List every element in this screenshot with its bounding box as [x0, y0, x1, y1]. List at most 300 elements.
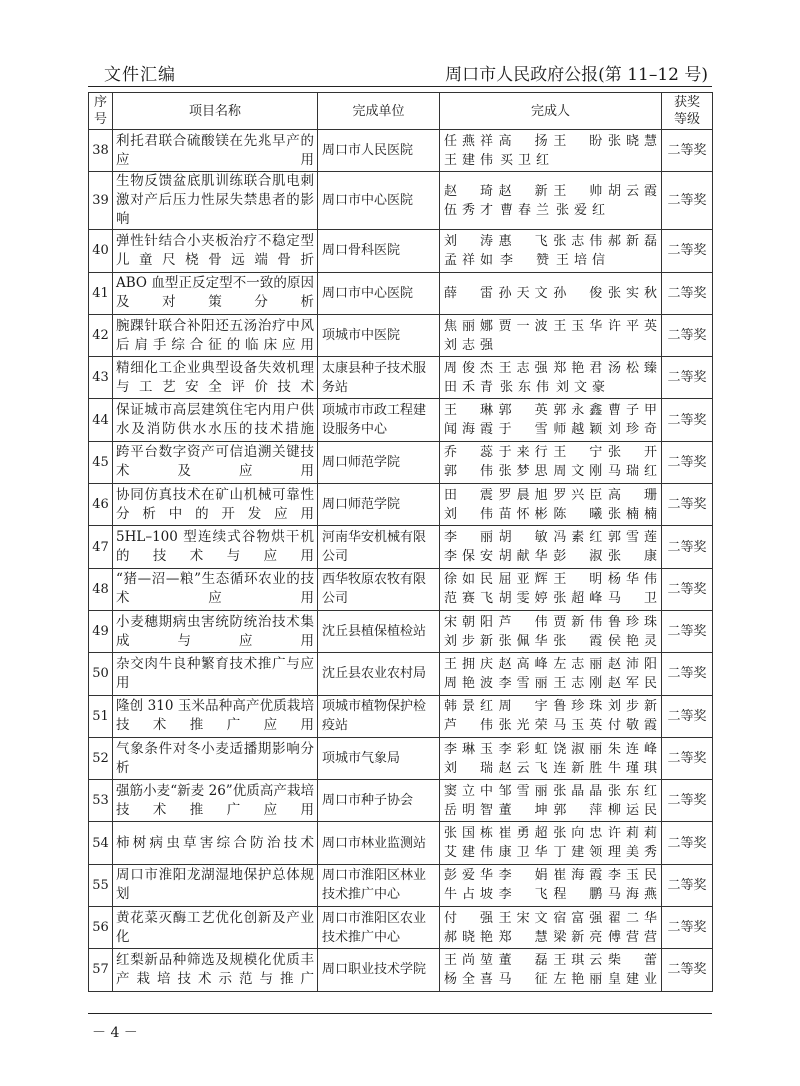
person-name: 刘文豪: [556, 379, 605, 395]
person-name: 张 霞: [553, 633, 603, 649]
person-name: 高 珊: [607, 487, 657, 503]
completion-people: [440, 272, 662, 314]
people-line: [444, 909, 657, 928]
person-name: 曹子甲: [607, 403, 657, 419]
person-name: 王 帅: [553, 183, 603, 199]
table-row: [89, 695, 713, 737]
people-line: [444, 866, 657, 885]
completion-unit: 周口市林业监测站: [318, 822, 440, 864]
person-name: 孙 俊: [553, 285, 603, 301]
person-name: 岳明智: [444, 802, 493, 818]
person-name: 闻海霞: [444, 422, 493, 438]
project-name: 协同仿真技术在矿山机械可靠性分析中的开发应用: [113, 484, 318, 526]
completion-people: [440, 314, 662, 356]
person-name: 芦 伟: [498, 614, 548, 630]
completion-unit: 项城市植物保护检疫站: [318, 695, 440, 737]
table-row: [89, 484, 713, 526]
person-name: 郑艳君: [553, 360, 603, 376]
table-row: [89, 907, 713, 949]
project-name: 保证城市高层建筑住宅内用户供水及消防供水水压的技术措施: [113, 399, 318, 441]
row-number: 39: [89, 172, 113, 230]
person-name: 孟祥如: [444, 252, 493, 268]
person-name: 翟二华: [607, 910, 657, 926]
people-line: [444, 378, 657, 397]
person-name: 苗怀彬: [498, 506, 548, 522]
project-name: 小麦穗期病虫害统防统治技术集成与应用: [113, 610, 318, 652]
person-name: 贾新伟: [553, 614, 603, 630]
project-name: 杂交肉牛良种繁育技术推广与应用: [113, 653, 318, 695]
person-name: 汤松臻: [607, 360, 657, 376]
award-level: 二等奖: [662, 357, 713, 399]
completion-unit: 西华牧原农牧有限公司: [318, 568, 440, 610]
row-number: 52: [89, 737, 113, 779]
person-name: 杨全喜: [444, 971, 493, 987]
person-name: 王培信: [556, 252, 605, 268]
completion-people: [440, 568, 662, 610]
table-row: [89, 130, 713, 172]
person-name: 李琳玉: [444, 741, 493, 757]
table-row: [89, 399, 713, 441]
table-row: [89, 526, 713, 568]
person-name: 张国栋: [444, 826, 493, 842]
person-name: 屈亚辉: [498, 572, 548, 588]
person-name: 赵高峰: [498, 656, 548, 672]
col-header-award: 获奖等级: [662, 93, 713, 130]
person-name: 罗兴臣: [553, 487, 603, 503]
completion-unit: 周口市淮阳区林业技术推广中心: [318, 864, 440, 906]
person-name: 许平英: [607, 318, 657, 334]
person-name: 张东红: [607, 783, 657, 799]
table-row: [89, 172, 713, 230]
person-name: 张佩华: [498, 633, 548, 649]
person-name: 彭爱华: [444, 868, 493, 884]
people-line: [444, 232, 657, 251]
people-line: [444, 462, 657, 481]
person-name: 周文刚: [553, 464, 603, 480]
award-level: 二等奖: [662, 230, 713, 272]
completion-people: [440, 610, 662, 652]
completion-people: [440, 172, 662, 230]
completion-unit: 项城市中医院: [318, 314, 440, 356]
project-name: 强筋小麦“新麦 26”优质高产栽培技术推广应用: [113, 780, 318, 822]
people-line: [444, 359, 657, 378]
table-row: [89, 441, 713, 483]
person-name: 郭雪莲: [607, 530, 657, 546]
completion-people: [440, 822, 662, 864]
completion-unit: 周口职业技术学院: [318, 949, 440, 991]
completion-people: [440, 780, 662, 822]
table-row: [89, 610, 713, 652]
people-line: [444, 697, 657, 716]
person-name: 冯素红: [553, 530, 603, 546]
completion-people: [440, 399, 662, 441]
award-level: 二等奖: [662, 441, 713, 483]
person-name: 王 明: [553, 572, 603, 588]
person-name: 崔勇超: [498, 826, 548, 842]
people-line: [444, 336, 657, 355]
person-name: 于 雪: [498, 422, 548, 438]
award-level: 二等奖: [662, 653, 713, 695]
person-name: 张 康: [607, 549, 657, 565]
people-line: [444, 251, 657, 270]
project-name: 隆创 310 玉米品种高产优质栽培技术推广应用: [113, 695, 318, 737]
people-line: [444, 970, 657, 989]
person-name: 宿富强: [553, 910, 603, 926]
person-name: 马 征: [498, 971, 548, 987]
page-number: － 4 －: [92, 1025, 138, 1041]
award-level: 二等奖: [662, 949, 713, 991]
col-header-project: 项目名称: [113, 93, 318, 130]
person-name: 王 盼: [553, 133, 603, 149]
person-name: 赵沛阳: [607, 656, 657, 672]
people-line: [444, 420, 657, 439]
person-name: 王 琳: [444, 403, 493, 419]
project-name: 柿树病虫草害综合防治技术: [113, 822, 318, 864]
person-name: 程 鹏: [553, 887, 603, 903]
person-name: 李保安: [444, 549, 493, 565]
person-name: 皇建业: [607, 971, 657, 987]
person-name: 柴 蕾: [607, 952, 657, 968]
project-name: 精细化工企业典型设备失效机理与工艺安全评价技术: [113, 357, 318, 399]
person-name: 饶淑丽: [553, 741, 603, 757]
person-name: 李 飞: [498, 887, 548, 903]
table-row: [89, 230, 713, 272]
person-name: 王尚堃: [444, 952, 493, 968]
person-name: 陈 曦: [553, 506, 603, 522]
completion-unit: 河南华安机械有限公司: [318, 526, 440, 568]
person-name: 牛瑾琪: [607, 760, 657, 776]
table-row: [89, 864, 713, 906]
person-name: 郝晓艳: [444, 929, 493, 945]
people-line: [444, 740, 657, 759]
person-name: 鲁珍珠: [553, 699, 603, 715]
person-name: 芦 伟: [444, 718, 493, 734]
award-level: 二等奖: [662, 864, 713, 906]
person-name: 李 娟: [498, 868, 548, 884]
table-row: [89, 653, 713, 695]
person-name: 师越颖: [553, 422, 603, 438]
person-name: 胡云霞: [607, 183, 657, 199]
person-name: 张超峰: [553, 591, 603, 607]
award-level: 二等奖: [662, 695, 713, 737]
completion-unit: 项城市市政工程建设服务中心: [318, 399, 440, 441]
completion-people: [440, 864, 662, 906]
people-line: [444, 201, 657, 220]
table-row: [89, 314, 713, 356]
completion-people: [440, 653, 662, 695]
person-name: 王建伟: [444, 152, 493, 168]
person-name: 伍秀才: [444, 202, 493, 218]
person-name: 牛占坡: [444, 887, 493, 903]
person-name: 罗晨旭: [498, 487, 548, 503]
person-name: 李 丽: [444, 530, 493, 546]
person-name: 付敬霞: [607, 718, 657, 734]
people-line: [444, 547, 657, 566]
award-level: 二等奖: [662, 780, 713, 822]
person-name: 范赛飞: [444, 591, 493, 607]
award-level: 二等奖: [662, 314, 713, 356]
person-name: 刘步新: [444, 633, 493, 649]
person-name: 张 开: [607, 445, 657, 461]
col-header-people: 完成人: [440, 93, 662, 130]
table-row: [89, 568, 713, 610]
table-row: [89, 949, 713, 991]
project-name: 5HL–100 型连续式谷物烘干机的技术与应用: [113, 526, 318, 568]
people-line: [444, 151, 657, 170]
person-name: 赵 琦: [444, 183, 493, 199]
person-name: 张实秋: [607, 285, 657, 301]
person-name: 李彩虹: [498, 741, 548, 757]
person-name: 董 坤: [498, 802, 548, 818]
person-name: 付 强: [444, 910, 493, 926]
person-name: 李玉民: [607, 868, 657, 884]
people-line: [444, 570, 657, 589]
project-name: 黄花菜灭酶工艺优化创新及产业化: [113, 907, 318, 949]
completion-people: [440, 695, 662, 737]
row-number: 53: [89, 780, 113, 822]
person-name: 乔 蕊: [444, 445, 493, 461]
person-name: 张向忠: [553, 826, 603, 842]
person-name: 王宋文: [498, 910, 548, 926]
person-name: 田 震: [444, 487, 493, 503]
completion-people: [440, 357, 662, 399]
completion-people: [440, 907, 662, 949]
project-name: 生物反馈盆底肌训练联合肌电刺激对产后压力性尿失禁患者的影响: [113, 172, 318, 230]
person-name: 焦丽娜: [444, 318, 493, 334]
people-line: [444, 182, 657, 201]
completion-unit: 周口市人民医院: [318, 130, 440, 172]
project-name: 跨平台数字资产可信追溯关键技术及应用: [113, 441, 318, 483]
person-name: 马玉英: [553, 718, 603, 734]
award-level: 二等奖: [662, 610, 713, 652]
person-name: 邹雪丽: [498, 783, 548, 799]
person-name: 柳运民: [607, 802, 657, 818]
row-number: 57: [89, 949, 113, 991]
person-name: 买卫红: [500, 152, 549, 168]
completion-unit: 周口市淮阳区农业技术推广中心: [318, 907, 440, 949]
people-line: [444, 486, 657, 505]
row-number: 56: [89, 907, 113, 949]
people-line: [444, 782, 657, 801]
completion-unit: 周口师范学院: [318, 484, 440, 526]
person-name: 侯艳灵: [607, 633, 657, 649]
person-name: 张梦思: [498, 464, 548, 480]
completion-unit: 项城市气象局: [318, 737, 440, 779]
person-name: 贾一波: [498, 318, 548, 334]
people-line: [444, 928, 657, 947]
person-name: 王琪云: [553, 952, 603, 968]
people-line: [444, 674, 657, 693]
col-header-no: 序号: [89, 93, 113, 130]
person-name: 刘步新: [607, 699, 657, 715]
table-row: [89, 357, 713, 399]
people-line: [444, 824, 657, 843]
person-name: 丁建领: [553, 845, 603, 861]
person-name: 赵云飞: [498, 760, 548, 776]
award-level: 二等奖: [662, 130, 713, 172]
project-name: ABO 血型正反定型不一致的原因及对策分析: [113, 272, 318, 314]
person-name: 田禾青: [444, 379, 493, 395]
completion-unit: 太康县种子技术服务站: [318, 357, 440, 399]
row-number: 42: [89, 314, 113, 356]
person-name: 彭 淑: [553, 549, 603, 565]
footer-rule: [88, 1013, 712, 1014]
person-name: 左志丽: [553, 656, 603, 672]
people-line: [444, 317, 657, 336]
header-doc-title: 文件汇编: [104, 65, 176, 85]
person-name: 马海燕: [607, 887, 657, 903]
people-line: [444, 613, 657, 632]
person-name: 张晶晶: [553, 783, 603, 799]
people-line: [444, 505, 657, 524]
completion-unit: 沈丘县植保植检站: [318, 610, 440, 652]
completion-unit: 周口师范学院: [318, 441, 440, 483]
person-name: 连新胜: [553, 760, 603, 776]
project-name: 气象条件对冬小麦适播期影响分析: [113, 737, 318, 779]
person-name: 艾建伟: [444, 845, 493, 861]
person-name: 康卫华: [498, 845, 548, 861]
person-name: 刘 涛: [444, 233, 493, 249]
row-number: 48: [89, 568, 113, 610]
project-name: 红梨新品种筛选及规模化优质丰产栽培技术示范与推广: [113, 949, 318, 991]
person-name: 任燕祥: [444, 133, 493, 149]
people-line: [444, 655, 657, 674]
person-name: 王 宁: [553, 445, 603, 461]
completion-people: [440, 130, 662, 172]
person-name: 高 扬: [498, 133, 548, 149]
person-name: 周 宇: [498, 699, 548, 715]
completion-unit: 周口市种子协会: [318, 780, 440, 822]
person-name: 鲁珍珠: [607, 614, 657, 630]
completion-unit: 周口市中心医院: [318, 172, 440, 230]
people-line: [444, 589, 657, 608]
completion-people: [440, 737, 662, 779]
person-name: 于来行: [498, 445, 548, 461]
completion-unit: 周口市中心医院: [318, 272, 440, 314]
award-level: 二等奖: [662, 737, 713, 779]
person-name: 郭 伟: [444, 464, 493, 480]
person-name: 郭 英: [498, 403, 548, 419]
person-name: 张志伟: [553, 233, 603, 249]
person-name: 董 磊: [498, 952, 548, 968]
project-name: “猪—沼—粮”生态循环农业的技术应用: [113, 568, 318, 610]
row-number: 40: [89, 230, 113, 272]
row-number: 45: [89, 441, 113, 483]
person-name: 马 卫: [607, 591, 657, 607]
project-name: 腕踝针联合补阳还五汤治疗中风后肩手综合征的临床应用: [113, 314, 318, 356]
person-name: 理美秀: [607, 845, 657, 861]
people-line: [444, 401, 657, 420]
person-name: 王志强: [498, 360, 548, 376]
award-level: 二等奖: [662, 907, 713, 949]
person-name: 左艳丽: [553, 971, 603, 987]
person-name: 马瑞红: [607, 464, 657, 480]
person-name: 王玉华: [553, 318, 603, 334]
person-name: 徐如民: [444, 572, 493, 588]
people-line: [444, 801, 657, 820]
person-name: 郝新磊: [607, 233, 657, 249]
person-name: 惠 飞: [498, 233, 548, 249]
person-name: 崔海霞: [553, 868, 603, 884]
row-number: 47: [89, 526, 113, 568]
table-row: [89, 737, 713, 779]
table-row: [89, 272, 713, 314]
person-name: 王志刚: [553, 675, 603, 691]
completion-people: [440, 441, 662, 483]
person-name: 胡 敏: [498, 530, 548, 546]
person-name: 梁新亮: [553, 929, 603, 945]
person-name: 胡献华: [498, 549, 548, 565]
people-line: [444, 528, 657, 547]
person-name: 朱连峰: [607, 741, 657, 757]
person-name: 杨华伟: [607, 572, 657, 588]
people-line: [444, 885, 657, 904]
person-name: 曹春兰: [500, 202, 549, 218]
award-table: [88, 92, 713, 992]
person-name: 刘志强: [444, 337, 493, 353]
person-name: 赵 新: [498, 183, 548, 199]
person-name: 刘珍奇: [607, 422, 657, 438]
person-name: 张爱红: [556, 202, 605, 218]
people-line: [444, 759, 657, 778]
person-name: 郭 萍: [553, 802, 603, 818]
completion-people: [440, 230, 662, 272]
award-level: 二等奖: [662, 272, 713, 314]
person-name: 孙天文: [498, 285, 548, 301]
person-name: 张东伟: [500, 379, 549, 395]
row-number: 46: [89, 484, 113, 526]
person-name: 张晓慧: [607, 133, 657, 149]
person-name: 张楠楠: [607, 506, 657, 522]
people-line: [444, 716, 657, 735]
table-row: [89, 780, 713, 822]
award-level: 二等奖: [662, 399, 713, 441]
people-line: [444, 632, 657, 651]
people-line: [444, 284, 657, 303]
completion-people: [440, 949, 662, 991]
row-number: 44: [89, 399, 113, 441]
people-line: [444, 443, 657, 462]
completion-unit: 周口骨科医院: [318, 230, 440, 272]
col-header-unit: 完成单位: [318, 93, 440, 130]
row-number: 43: [89, 357, 113, 399]
person-name: 宋朝阳: [444, 614, 493, 630]
header-rule: [88, 86, 712, 87]
person-name: 薛 雷: [444, 285, 493, 301]
people-line: [444, 132, 657, 151]
person-name: 刘 伟: [444, 506, 493, 522]
project-name: 弹性针结合小夹板治疗不稳定型儿童尺桡骨远端骨折: [113, 230, 318, 272]
person-name: 许莉莉: [607, 826, 657, 842]
person-name: 窦立中: [444, 783, 493, 799]
award-level: 二等奖: [662, 172, 713, 230]
award-level: 二等奖: [662, 822, 713, 864]
person-name: 刘 瑞: [444, 760, 493, 776]
person-name: 张光荣: [498, 718, 548, 734]
person-name: 周俊杰: [444, 360, 493, 376]
project-name: 利托君联合硫酸镁在先兆早产的应用: [113, 130, 318, 172]
row-number: 55: [89, 864, 113, 906]
person-name: 王拥庆: [444, 656, 493, 672]
person-name: 赵军民: [607, 675, 657, 691]
project-name: 周口市淮阳龙湖湿地保护总体规划: [113, 864, 318, 906]
table-row: [89, 822, 713, 864]
row-number: 38: [89, 130, 113, 172]
person-name: 李 赞: [500, 252, 549, 268]
row-number: 41: [89, 272, 113, 314]
header-gazette-title: 周口市人民政府公报(第 11–12 号): [445, 65, 708, 85]
person-name: 郑 慧: [498, 929, 548, 945]
